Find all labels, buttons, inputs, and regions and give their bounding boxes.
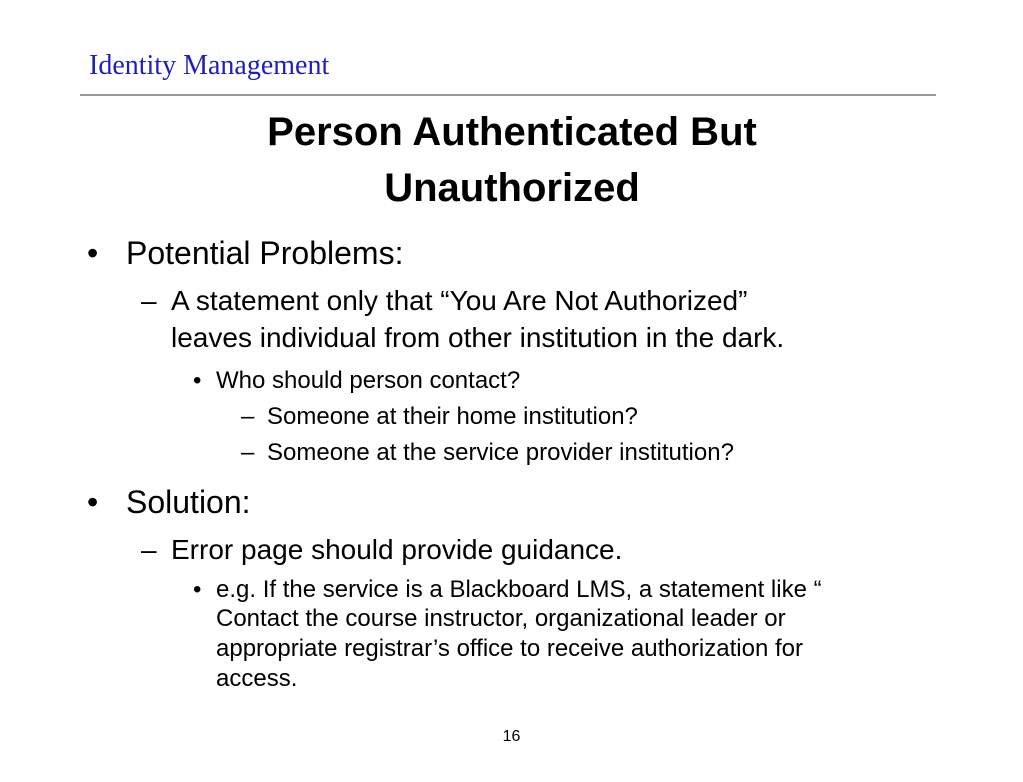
bullet-marker: • bbox=[193, 576, 202, 603]
bullet-solution: Solution: bbox=[126, 484, 251, 520]
bullet-marker: • bbox=[87, 484, 99, 520]
bullet-example-line-1: e.g. If the service is a Blackboard LMS, a statement like “ bbox=[216, 576, 822, 603]
slide-title-line-1: Person Authenticated But bbox=[267, 110, 757, 154]
header-divider bbox=[80, 94, 936, 96]
sub-bullet-service-provider: Someone at the service provider institution? bbox=[267, 439, 734, 466]
bullet-example-line-2: Contact the course instructor, organizational leader or bbox=[216, 605, 786, 632]
bullet-marker: • bbox=[87, 235, 99, 271]
dash-marker: – bbox=[241, 439, 255, 466]
page-number: 16 bbox=[502, 728, 521, 745]
bullet-marker: • bbox=[193, 367, 202, 394]
dash-marker: – bbox=[241, 403, 255, 430]
bullet-example-line-4: access. bbox=[216, 665, 298, 692]
sub-bullet-home-institution: Someone at their home institution? bbox=[267, 403, 638, 430]
slide-title bbox=[80, 104, 944, 216]
bullet-who-should-contact: Who should person contact? bbox=[216, 367, 521, 394]
dash-marker: – bbox=[141, 285, 157, 316]
bullet-example-line-3: appropriate registrar’s office to receive authorization for bbox=[216, 635, 803, 662]
slide-title-line-2: Unauthorized bbox=[384, 166, 640, 210]
sub-bullet-error-page: Error page should provide guidance. bbox=[171, 534, 623, 565]
dash-marker: – bbox=[141, 534, 157, 565]
header-title: Identity Management bbox=[89, 50, 330, 81]
sub-bullet-statement-line-2: leaves individual from other institution in the dark. bbox=[171, 322, 785, 353]
bullet-potential-problems: Potential Problems: bbox=[126, 235, 404, 271]
sub-bullet-statement-line-1: A statement only that “You Are Not Authorized” bbox=[171, 285, 748, 316]
